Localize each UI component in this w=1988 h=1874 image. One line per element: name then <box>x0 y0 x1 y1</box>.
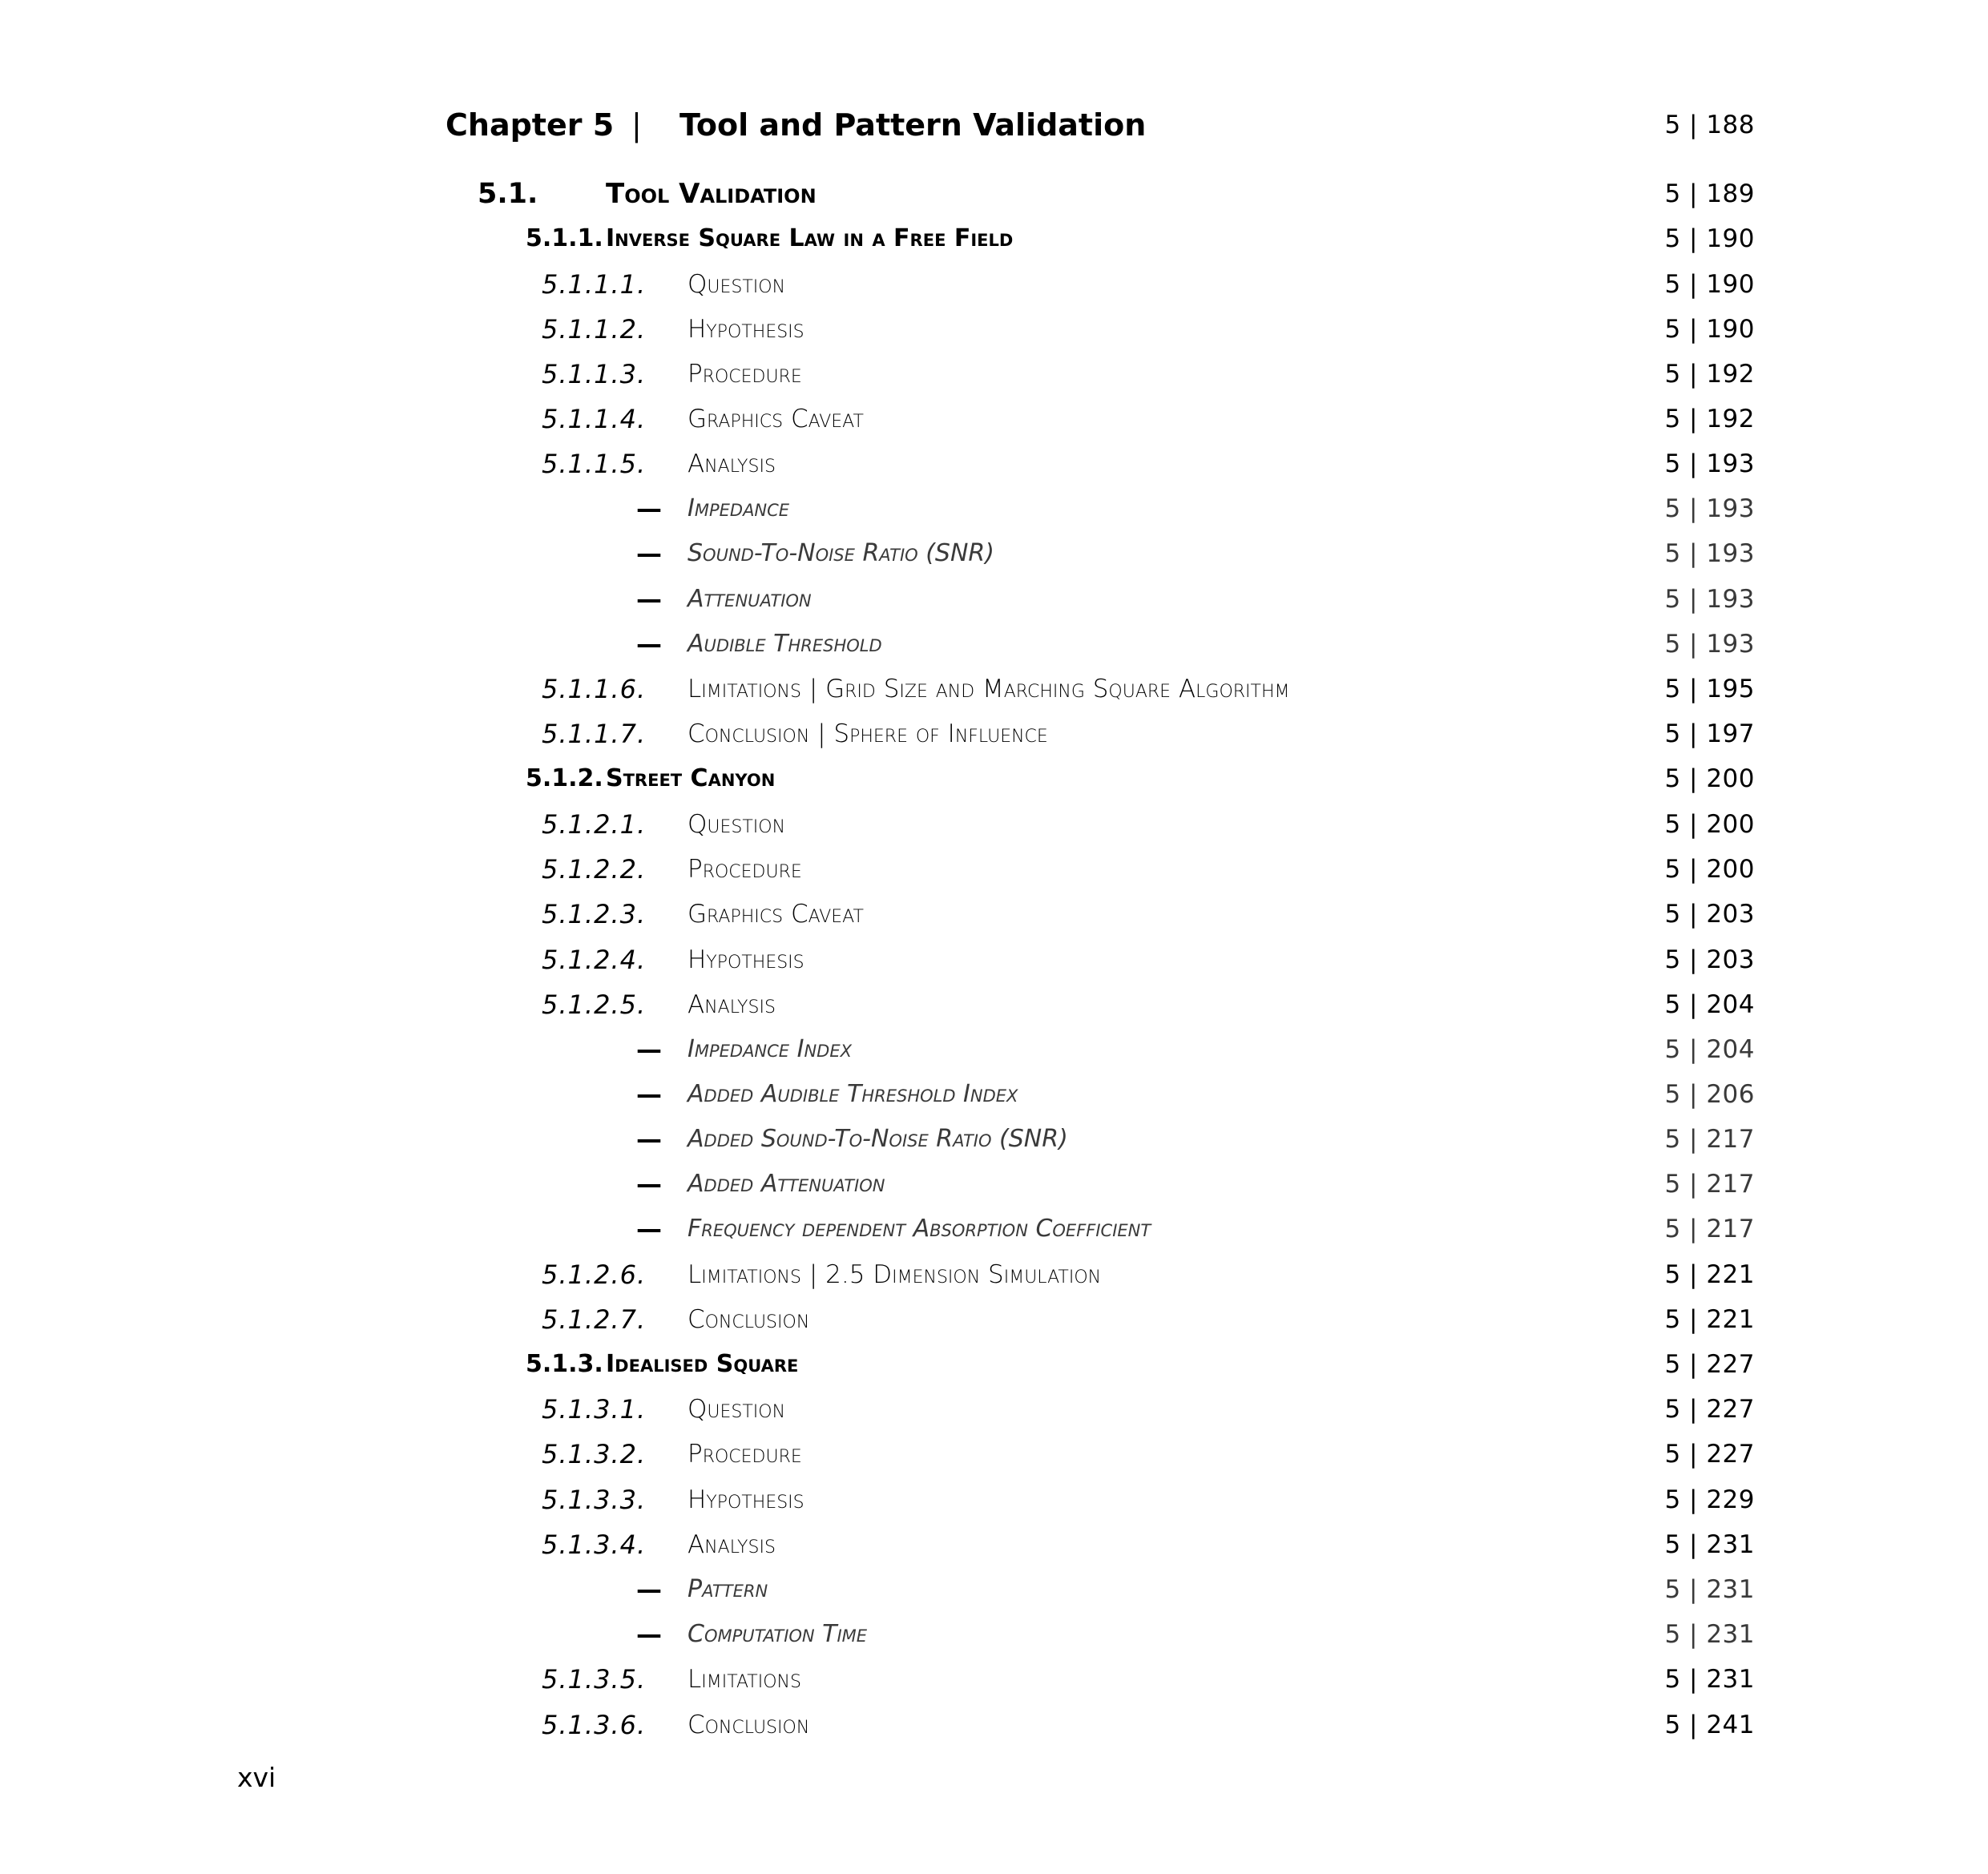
entry-title: Hypothesis <box>688 1485 804 1514</box>
entry-title: Conclusion <box>688 1711 810 1739</box>
entry-page-number: 5 | 229 <box>1664 1485 1755 1514</box>
entry-number: 5.1. <box>478 178 538 210</box>
entry-title: Question <box>688 810 786 839</box>
entry-number: 5.1.2. <box>526 764 603 792</box>
entry-page-number: 5 | 231 <box>1664 1620 1755 1649</box>
entry-page-number: 5 | 200 <box>1664 810 1755 839</box>
dash-marker: — <box>636 1574 662 1605</box>
entry-number: 5.1.3. <box>526 1350 603 1378</box>
entry-number: 5.1.1.7. <box>542 719 647 749</box>
toc-entry[interactable] <box>0 1072 1755 1117</box>
toc-entry[interactable] <box>0 711 1755 756</box>
chapter-title: Tool and Pattern Validation <box>679 107 1147 143</box>
dash-marker: — <box>636 538 662 569</box>
entry-title: Procedure <box>688 855 802 884</box>
entry-title: Pattern <box>688 1575 768 1603</box>
entry-title: Impedance <box>688 494 790 522</box>
toc-entry[interactable] <box>0 1387 1755 1432</box>
entry-page-number: 5 | 190 <box>1664 315 1755 344</box>
toc-entry[interactable] <box>0 1612 1755 1657</box>
entry-title: Idealised Square <box>606 1350 799 1378</box>
entry-page-number: 5 | 193 <box>1664 449 1755 478</box>
chapter-page-number: 5 | 188 <box>1664 111 1755 139</box>
dash-marker: — <box>636 1619 662 1650</box>
toc-entry[interactable] <box>0 307 1755 352</box>
entry-title: Sound-To-Noise Ratio (SNR) <box>688 539 994 567</box>
entry-page-number: 5 | 203 <box>1664 945 1755 974</box>
entry-page-number: 5 | 217 <box>1664 1170 1755 1199</box>
entry-number: 5.1.2.2. <box>542 854 647 885</box>
toc-entry[interactable] <box>0 1342 1755 1387</box>
entry-page-number: 5 | 195 <box>1664 675 1755 703</box>
entry-page-number: 5 | 192 <box>1664 405 1755 433</box>
entry-title: Procedure <box>688 360 802 389</box>
toc-entry[interactable] <box>0 216 1755 261</box>
toc-entry[interactable] <box>0 1432 1755 1477</box>
entry-page-number: 5 | 231 <box>1664 1575 1755 1604</box>
entry-number: 5.1.2.4. <box>542 945 647 975</box>
entry-title: Analysis <box>688 990 776 1019</box>
entry-number: 5.1.1.5. <box>542 449 647 479</box>
chapter-label: Chapter 5 <box>446 107 615 143</box>
entry-title: Procedure <box>688 1440 802 1469</box>
entry-page-number: 5 | 193 <box>1664 585 1755 614</box>
toc-entry[interactable] <box>0 847 1755 892</box>
dash-marker: — <box>636 1169 662 1199</box>
entry-page-number: 5 | 221 <box>1664 1260 1755 1289</box>
entry-number: 5.1.2.3. <box>542 899 647 929</box>
entry-number: 5.1.1.2. <box>542 314 647 345</box>
entry-title: Analysis <box>688 449 776 478</box>
entry-title: Impedance Index <box>688 1035 852 1063</box>
entry-page-number: 5 | 231 <box>1664 1665 1755 1694</box>
toc-entry[interactable] <box>0 937 1755 982</box>
toc-entry[interactable] <box>0 441 1755 486</box>
entry-number: 5.1.1.6. <box>542 674 647 704</box>
entry-title: Audible Threshold <box>688 630 882 658</box>
entry-page-number: 5 | 190 <box>1664 270 1755 299</box>
entry-page-number: 5 | 190 <box>1664 224 1755 253</box>
entry-number: 5.1.1.3. <box>542 359 647 389</box>
toc-entry[interactable] <box>0 352 1755 397</box>
entry-title: Attenuation <box>688 585 812 613</box>
dash-marker: — <box>636 1079 662 1110</box>
entry-number: 5.1.3.3. <box>542 1485 647 1515</box>
entry-page-number: 5 | 193 <box>1664 539 1755 568</box>
chapter-separator: | <box>631 107 642 143</box>
entry-number: 5.1.3.2. <box>542 1439 647 1469</box>
toc-entry[interactable] <box>0 982 1755 1027</box>
page-folio: xvi <box>237 1762 276 1793</box>
entry-page-number: 5 | 221 <box>1664 1305 1755 1334</box>
toc-entry[interactable] <box>0 171 1755 216</box>
chapter-heading[interactable] <box>446 101 1755 149</box>
entry-page-number: 5 | 227 <box>1664 1440 1755 1469</box>
entry-title: Hypothesis <box>688 315 804 344</box>
dash-marker: — <box>636 1214 662 1244</box>
toc-entry[interactable] <box>0 1027 1755 1072</box>
entry-title: Question <box>688 1395 786 1424</box>
toc-entry[interactable] <box>0 1252 1755 1297</box>
entry-title: Question <box>688 270 786 299</box>
entry-page-number: 5 | 192 <box>1664 360 1755 389</box>
entry-title: Added Audible Threshold Index <box>688 1080 1018 1108</box>
entry-title: Conclusion <box>688 1305 810 1334</box>
entry-page-number: 5 | 193 <box>1664 494 1755 523</box>
entry-title: Limitations | 2.5 Dimension Simulation <box>688 1260 1102 1289</box>
toc-entry[interactable] <box>0 802 1755 847</box>
entry-number: 5.1.3.6. <box>542 1710 647 1740</box>
entry-number: 5.1.2.1. <box>542 809 647 840</box>
entry-page-number: 5 | 193 <box>1664 630 1755 659</box>
entry-page-number: 5 | 203 <box>1664 900 1755 929</box>
entry-title: Computation Time <box>688 1620 868 1648</box>
entry-page-number: 5 | 227 <box>1664 1395 1755 1424</box>
entry-title: Added Attenuation <box>688 1170 885 1198</box>
toc-entry[interactable] <box>0 1703 1755 1747</box>
toc-entry[interactable] <box>0 486 1755 531</box>
entry-page-number: 5 | 217 <box>1664 1125 1755 1154</box>
entry-title: Tool Validation <box>606 178 817 210</box>
entry-number: 5.1.2.7. <box>542 1304 647 1335</box>
entry-page-number: 5 | 200 <box>1664 764 1755 793</box>
entry-page-number: 5 | 206 <box>1664 1080 1755 1109</box>
toc-entry[interactable] <box>0 577 1755 622</box>
entry-number: 5.1.3.4. <box>542 1529 647 1560</box>
toc-entry[interactable] <box>0 667 1755 711</box>
toc-entry[interactable] <box>0 1657 1755 1702</box>
toc-entry[interactable] <box>0 756 1755 801</box>
toc-entry[interactable] <box>0 397 1755 441</box>
toc-entry[interactable] <box>0 1297 1755 1342</box>
entry-title: Limitations <box>688 1665 801 1694</box>
entry-title: Inverse Square Law in a Free Field <box>606 224 1014 252</box>
entry-title: Limitations | Grid Size and Marching Square Algorithm <box>688 675 1290 703</box>
entry-title: Analysis <box>688 1530 776 1559</box>
toc-entry[interactable] <box>0 1477 1755 1522</box>
entry-number: 5.1.3.1. <box>542 1394 647 1425</box>
entry-page-number: 5 | 189 <box>1664 179 1755 208</box>
entry-page-number: 5 | 204 <box>1664 990 1755 1019</box>
entry-number: 5.1.2.5. <box>542 989 647 1020</box>
toc-entry[interactable] <box>0 892 1755 937</box>
entry-number: 5.1.1. <box>526 224 603 252</box>
entry-title: Added Sound-To-Noise Ratio (SNR) <box>688 1125 1068 1153</box>
toc-entry[interactable] <box>0 531 1755 576</box>
entry-page-number: 5 | 197 <box>1664 719 1755 748</box>
entry-page-number: 5 | 217 <box>1664 1215 1755 1243</box>
entry-number: 5.1.1.1. <box>542 269 647 300</box>
entry-page-number: 5 | 241 <box>1664 1711 1755 1739</box>
dash-marker: — <box>636 1034 662 1065</box>
toc-entry[interactable] <box>0 262 1755 307</box>
dash-marker: — <box>636 1124 662 1155</box>
entry-page-number: 5 | 204 <box>1664 1035 1755 1064</box>
entry-title: Frequency dependent Absorption Coefficient <box>688 1215 1151 1243</box>
entry-number: 5.1.3.5. <box>542 1664 647 1695</box>
entry-title: Graphics Caveat <box>688 900 864 929</box>
toc-entry[interactable] <box>0 1207 1755 1251</box>
entry-title: Conclusion | Sphere of Influence <box>688 719 1048 748</box>
entry-page-number: 5 | 231 <box>1664 1530 1755 1559</box>
toc-entry[interactable] <box>0 1162 1755 1207</box>
toc-entry[interactable] <box>0 622 1755 667</box>
dash-marker: — <box>636 629 662 659</box>
entry-number: 5.1.2.6. <box>542 1259 647 1290</box>
toc-entry[interactable] <box>0 1567 1755 1612</box>
entry-number: 5.1.1.4. <box>542 404 647 434</box>
entry-page-number: 5 | 227 <box>1664 1350 1755 1379</box>
entry-title: Hypothesis <box>688 945 804 974</box>
entry-title: Graphics Caveat <box>688 405 864 433</box>
entry-page-number: 5 | 200 <box>1664 855 1755 884</box>
toc-entry[interactable] <box>0 1522 1755 1567</box>
dash-marker: — <box>636 584 662 615</box>
entry-title: Street Canyon <box>606 764 776 792</box>
toc-entry[interactable] <box>0 1117 1755 1162</box>
dash-marker: — <box>636 494 662 524</box>
